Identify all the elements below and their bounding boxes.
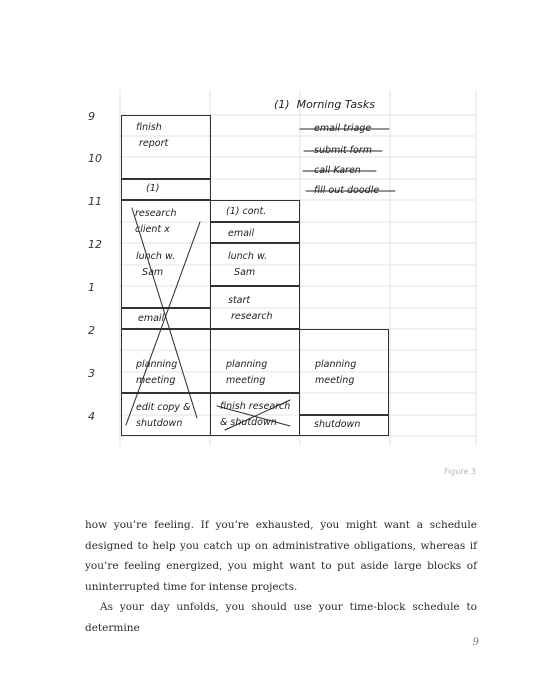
text-cont: (1) cont.: [226, 206, 267, 217]
body-paragraph-2: As your day unfolds, you should use your time-block schedule to determine: [85, 601, 477, 634]
task-call-karen: call Karen: [314, 165, 361, 176]
text-lunch-sam-2: lunch w. Sam: [228, 251, 268, 278]
text-finish-report: finish report: [136, 122, 169, 149]
hour-label-12: 12: [88, 238, 102, 251]
text-finish-research: finish research & shutdown: [220, 401, 291, 428]
text-edit-copy: edit copy & shutdown: [136, 402, 191, 429]
hour-label-4: 4: [88, 410, 95, 423]
hour-label-2: 2: [88, 324, 95, 337]
text-planning-meeting-2: planning meeting: [226, 359, 268, 386]
text-lunch-sam-1: lunch w. Sam: [136, 251, 176, 278]
text-email-2: email: [228, 228, 255, 239]
text-marker-1: (1): [146, 183, 160, 194]
text-shutdown: shutdown: [314, 419, 361, 430]
hour-label-10: 10: [88, 152, 102, 165]
task-fill-out-doodle: fill out doodle: [314, 185, 380, 196]
text-start-research: start research: [228, 295, 273, 322]
hour-label-1: 1: [88, 281, 95, 294]
hour-label-11: 11: [88, 195, 102, 208]
text-email-1: email: [138, 313, 165, 324]
text-planning-meeting-3: planning meeting: [315, 359, 357, 386]
body-paragraph-1: how you’re feeling. If you’re exhausted, you might want a schedule designed to help you catch up on administrative obligations, whereas if you’re feeling energized, you might want to put aside large blocks of uninterrupted time for intense projects.: [85, 519, 477, 593]
morning-tasks-title: (1) Morning Tasks: [274, 98, 375, 111]
hour-label-3: 3: [88, 367, 95, 380]
text-planning-meeting-1: planning meeting: [136, 359, 178, 386]
task-submit-form: submit form: [314, 145, 372, 156]
time-block-planner-figure: [80, 82, 480, 454]
figure-caption: Figure 3: [443, 467, 476, 476]
text-research-client: research client x: [135, 208, 177, 235]
page-number: 9: [472, 637, 479, 648]
hour-label-9: 9: [88, 110, 95, 123]
task-email-triage: email triage: [314, 123, 372, 134]
